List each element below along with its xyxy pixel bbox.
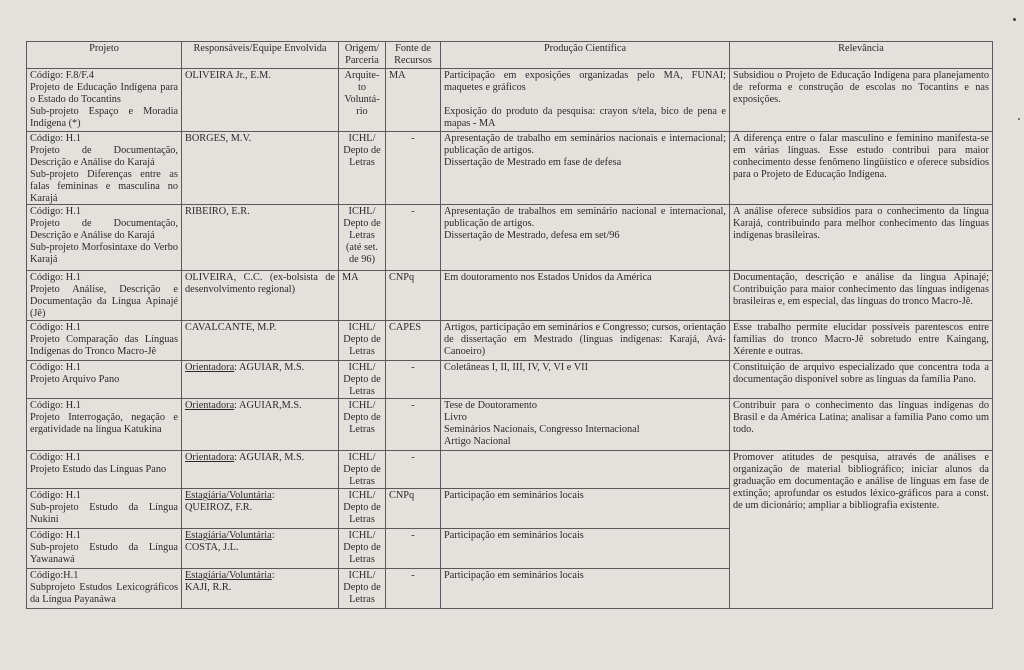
resp-name: : QUEIROZ, F.R.	[185, 490, 275, 514]
header-relevancia: Relevância	[730, 42, 993, 69]
header-fonte: Fonte de Recursos	[386, 42, 441, 69]
resp-name: OLIVEIRA, C.C. (ex-bolsista de desenvolvimento regional)	[185, 272, 335, 296]
resp-name: : KAJI, R.R.	[185, 570, 275, 594]
header-origem: Origem/ Parceria	[339, 42, 386, 69]
cell-producao	[441, 451, 730, 489]
cell-projeto: Código: H.1 Projeto Arquivo Pano	[27, 361, 182, 399]
cell-responsaveis	[182, 321, 339, 361]
cell-origem: ICHL/ Depto de Letras	[339, 529, 386, 569]
cell-relevancia: Esse trabalho permite elucidar possíveis parentescos entre famílias do tronco Macro-Jê sobretudo entre Kaingang, Xérente e outras.	[730, 321, 993, 361]
cell-origem: ICHL/ Depto de Letras	[339, 321, 386, 361]
header-producao: Produção Científica	[441, 42, 730, 69]
cell-relevancia: Constituição de arquivo especializado que concentra toda a documentação disponível sobre as línguas da família Pano.	[730, 361, 993, 399]
cell-producao: Participação em seminários locais	[441, 489, 730, 529]
cell-fonte: -	[386, 399, 441, 451]
resp-name: BORGES, M.V.	[185, 133, 252, 144]
cell-responsaveis	[182, 132, 339, 205]
table-row	[27, 205, 993, 271]
cell-fonte: -	[386, 569, 441, 609]
cell-projeto: Código: H.1 Projeto de Documentação, Descrição e Análise do Karajá Sub-projeto Diferenças entre as falas femininas e masculina no Karajá	[27, 132, 182, 205]
cell-projeto: Código: H.1 Projeto Análise, Descrição e Documentação da Língua Apinajé (Jê)	[27, 271, 182, 321]
resp-role: Estagiária/Voluntária	[185, 530, 272, 542]
cell-relevancia: A diferença entre o falar masculino e feminino manifesta-se em várias línguas. Esse estudo contribui para maior conhecimento desse fenômeno lingüístico e oferece subsídios para o Projeto de Educação Indígena.	[730, 132, 993, 205]
cell-producao: Participação em seminários locais	[441, 569, 730, 609]
cell-producao: Em doutoramento nos Estados Unidos da América	[441, 271, 730, 321]
speck-mark-2	[1018, 118, 1020, 120]
cell-fonte: -	[386, 361, 441, 399]
projects-table	[26, 41, 993, 609]
cell-fonte: CAPES	[386, 321, 441, 361]
cell-origem: ICHL/ Depto de Letras	[339, 489, 386, 529]
resp-role: Estagiária/Voluntária	[185, 570, 272, 582]
table-row	[27, 321, 993, 361]
cell-fonte: CNPq	[386, 489, 441, 529]
cell-projeto: Código: H.1 Projeto Estudo das Línguas Pano	[27, 451, 182, 489]
cell-projeto: Código: H.1 Projeto Comparação das Línguas Indígenas do Tronco Macro-Jê	[27, 321, 182, 361]
cell-fonte: -	[386, 132, 441, 205]
cell-responsaveis	[182, 205, 339, 271]
cell-producao: Artigos, participação em seminários e Congresso; cursos, orientação de dissertação em Mestrado (línguas indígenas: Karajá, Avá-Canoeiro)	[441, 321, 730, 361]
resp-name: : COSTA, J.L.	[185, 530, 275, 554]
cell-fonte: CNPq	[386, 271, 441, 321]
speck-mark	[1013, 18, 1016, 21]
table-row	[27, 69, 993, 132]
header-projeto: Projeto	[27, 42, 182, 69]
cell-relevancia: Promover atitudes de pesquisa, através de análises e organização de material bibliográfico; iniciar alunos da graduação em documentação e análise de línguas em fase de extinção; aprofundar os estudos léxico-gráficos para a const. de um dicionário; ampliar a bibliografia existente.	[730, 451, 993, 609]
cell-responsaveis	[182, 489, 339, 529]
cell-responsaveis	[182, 529, 339, 569]
cell-producao: Tese de Doutoramento Livro Seminários Nacionais, Congresso Internacional Artigo Nacional	[441, 399, 730, 451]
resp-role: Estagiária/Voluntária	[185, 490, 272, 502]
cell-producao: Coletâneas I, II, III, IV, V, VI e VII	[441, 361, 730, 399]
cell-relevancia: Subsidiou o Projeto de Educação Indígena para planejamento de reforma e construção de escolas no Tocantins e nas exposições.	[730, 69, 993, 132]
cell-projeto: Código: H.1 Projeto de Documentação, Descrição e Análise do Karajá Sub-projeto Morfosintaxe do Verbo Karajá	[27, 205, 182, 271]
cell-responsaveis	[182, 451, 339, 489]
cell-responsaveis	[182, 361, 339, 399]
cell-origem: ICHL/ Depto de Letras	[339, 132, 386, 205]
cell-projeto: Código: H.1 Projeto Interrogação, negação e ergatividade na língua Katukina	[27, 399, 182, 451]
table-row	[27, 271, 993, 321]
table-row	[27, 399, 993, 451]
cell-origem: ICHL/ Depto de Letras	[339, 451, 386, 489]
resp-name: RIBEIRO, E.R.	[185, 206, 250, 218]
cell-fonte: -	[386, 529, 441, 569]
cell-fonte: MA	[386, 69, 441, 132]
resp-name: : AGUIAR, M.S.	[234, 362, 305, 374]
cell-origem: MA	[339, 271, 386, 321]
cell-origem: ICHL/ Depto de Letras (até set. de 96)	[339, 205, 386, 271]
cell-fonte: -	[386, 451, 441, 489]
cell-origem: ICHL/ Depto de Letras	[339, 361, 386, 399]
header-row	[27, 42, 993, 69]
cell-responsaveis	[182, 569, 339, 609]
resp-name: CAVALCANTE, M.P.	[185, 322, 277, 334]
cell-relevancia: Documentação, descrição e análise da língua Apinajé; Contribuição para maior conhecimento das línguas indígenas brasileiras e, em especial, das línguas do tronco Macro-Jê.	[730, 271, 993, 321]
cell-relevancia: A análise oferece subsídios para o conhecimento da língua Karajá, contribuindo para melhor conhecimento das línguas indígenas brasileiras.	[730, 205, 993, 271]
table-row	[27, 132, 993, 205]
resp-role: Orientadora	[185, 362, 235, 374]
cell-projeto: Código: H.1 Sub-projeto Estudo da Língua Nukini	[27, 489, 182, 529]
cell-origem: ICHL/ Depto de Letras	[339, 569, 386, 609]
cell-responsaveis	[182, 69, 339, 132]
cell-projeto: Código: H.1 Sub-projeto Estudo da Língua Yawanawá	[27, 529, 182, 569]
cell-origem: Arquite- to Voluntá- rio	[339, 69, 386, 132]
cell-responsaveis	[182, 399, 339, 451]
cell-producao: Participação em exposições organizadas pelo MA, FUNAI; maquetes e gráficos Exposição do produto da pesquisa: crayon s/tela, bico de pena e mapas - MA	[441, 69, 730, 132]
resp-name: : AGUIAR, M.S.	[234, 452, 305, 464]
cell-relevancia: Contribuir para o conhecimento das línguas indígenas do Brasil e da América Latina; analisar a família Pano como um todo.	[730, 399, 993, 451]
resp-name: OLIVEIRA Jr., E.M.	[185, 70, 271, 81]
header-responsaveis: Responsáveis/Equipe Envolvida	[182, 42, 339, 69]
cell-responsaveis	[182, 271, 339, 321]
resp-role: Orientadora	[185, 400, 235, 412]
cell-fonte: -	[386, 205, 441, 271]
table-row	[27, 451, 993, 489]
cell-producao: Apresentação de trabalho em seminários nacionais e internacional; publicação de artigos. Dissertação de Mestrado em fase de defesa	[441, 132, 730, 205]
cell-producao: Participação em seminários locais	[441, 529, 730, 569]
cell-projeto: Código:H.1 Subprojeto Estudos Lexicográficos da Língua Payanáwa	[27, 569, 182, 609]
resp-name: : AGUIAR,M.S.	[234, 400, 302, 412]
cell-producao: Apresentação de trabalhos em seminário nacional e internacional, publicação de artigos. Dissertação de Mestrado, defesa em set/96	[441, 205, 730, 271]
cell-projeto: Código: F.8/F.4 Projeto de Educação Indígena para o Estado do Tocantins Sub-projeto Espaço e Moradia Indígena (*)	[27, 69, 182, 132]
table-row	[27, 361, 993, 399]
resp-role: Orientadora	[185, 452, 235, 464]
cell-origem: ICHL/ Depto de Letras	[339, 399, 386, 451]
